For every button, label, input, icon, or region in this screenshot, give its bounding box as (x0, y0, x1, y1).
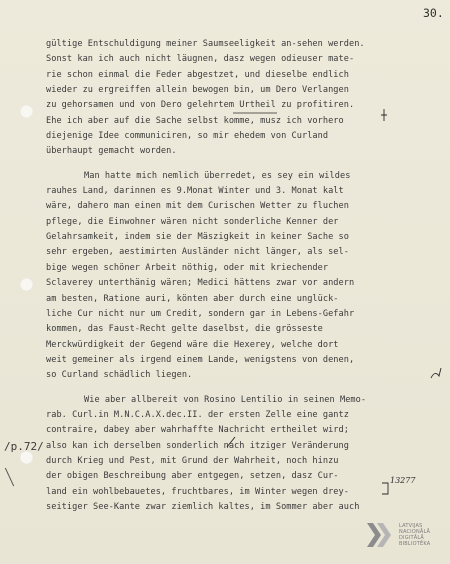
text-line: am besten, Ratione auri, könten aber durch eine unglück- (46, 293, 339, 304)
text-line: liche Cur nicht nur um Credit, sondern gar in Lebens-Gefahr (46, 308, 355, 319)
page-number: 30. (423, 6, 444, 20)
punch-hole (20, 278, 33, 291)
text-line: Sonst kan ich auch nicht läugnen, dasz wegen odieuser mate- (46, 54, 355, 65)
library-logo (365, 513, 445, 557)
text-line: Sclaverey unterthänig wären; Medici hättens zwar vor andern (46, 278, 355, 289)
text-line: bige wegen schöner Arbeit nöthig, oder mit kriechender (46, 262, 329, 273)
text-line: seitiger See-Kante zwar ziemlich kaltes, im Sommer aber auch (46, 501, 360, 512)
correction-mark (430, 366, 442, 382)
handwritten-correction-mark (380, 108, 390, 124)
text-line: überhaupt gemacht worden. (46, 146, 177, 157)
text-line: weit gemeiner als irgend einem Lande, wenigstens von denen, (46, 354, 355, 365)
text-line: sehr ergeben, aestimirten Ausländer nicht länger, als sel- (46, 247, 349, 258)
library-logo-icon (365, 521, 395, 549)
text-line: wäre, dahero man einen mit dem Curischen Wetter zu fluchen (46, 201, 349, 212)
text-line: diejenige Idee communiciren, so mir ehedem von Curland (46, 131, 329, 142)
text-line: pflege, die Einwohner wären nicht sonderliche Kenner der (46, 216, 339, 227)
text-line: Man hatte mich nemlich überredet, es sey ein wildes (84, 170, 351, 181)
text-line: Gelahrsamkeit, indem sie der Mäszigkeit in keiner Sache so (46, 232, 349, 243)
slash-correction-mark (225, 436, 239, 448)
text-line: rie schon einmal die Feder abgestzet, und dieselbe endlich (46, 69, 349, 80)
text-line: durch Krieg und Pest, mit Grund der Wahrheit, noch hinzu (46, 455, 339, 466)
bracket-mark (380, 482, 394, 496)
margin-mark (5, 468, 14, 487)
text-line: so Curland schädlich liegen. (46, 370, 193, 381)
text-line: Ehe ich aber auf die Sache selbst komme, musz ich vorhero (46, 115, 344, 126)
text-line: contraire, dabey aber wahrhaffte Nachricht ertheilet wird; (46, 425, 349, 436)
text-line: Wie aber allbereit von Rosino Lentilio in seinen Memo- (84, 394, 367, 405)
text-line: gültige Entschuldigung meiner Saumseeligkeit an-sehen werden. (46, 39, 365, 49)
text-line: kommen, das Faust-Recht gelte daselbst, die grösseste (46, 324, 323, 335)
text-line: der obigen Beschreibung aber entgegen, setzen, dasz Cur- (46, 471, 339, 482)
text-line: rauhes Land, darinnen es 9.Monat Winter und 3. Monat kalt (46, 186, 344, 197)
text-line: also kan ich derselben sonderlich nach itziger Veränderung (46, 440, 349, 451)
text-line: zu gehorsamen und von Dero gelehrtem Urtheil zu profitiren. (46, 100, 355, 111)
library-logo-text: LATVIJAS NACIONĀLĀ DIGITĀLĀ BIBLIOTĒKA (399, 523, 431, 547)
text-line: Merckwürdigkeit der Gegend wäre die Hexerey, welche dort (46, 339, 339, 350)
punch-hole (20, 105, 33, 118)
underline-mark (232, 110, 278, 116)
text-line: wieder zu ergreiffen allein bewogen bin, um Dero Verlangen (46, 85, 349, 96)
text-line: rab. Curl.in M.N.C.A.X.dec.II. der ersten Zelle eine gantz (46, 409, 349, 420)
text-line: land ein wohlbebauetes, fruchtbares, im Winter wegen drey- (46, 486, 349, 497)
handwritten-note: 13277 (390, 476, 416, 485)
margin-note: /p.72/ (4, 440, 44, 453)
